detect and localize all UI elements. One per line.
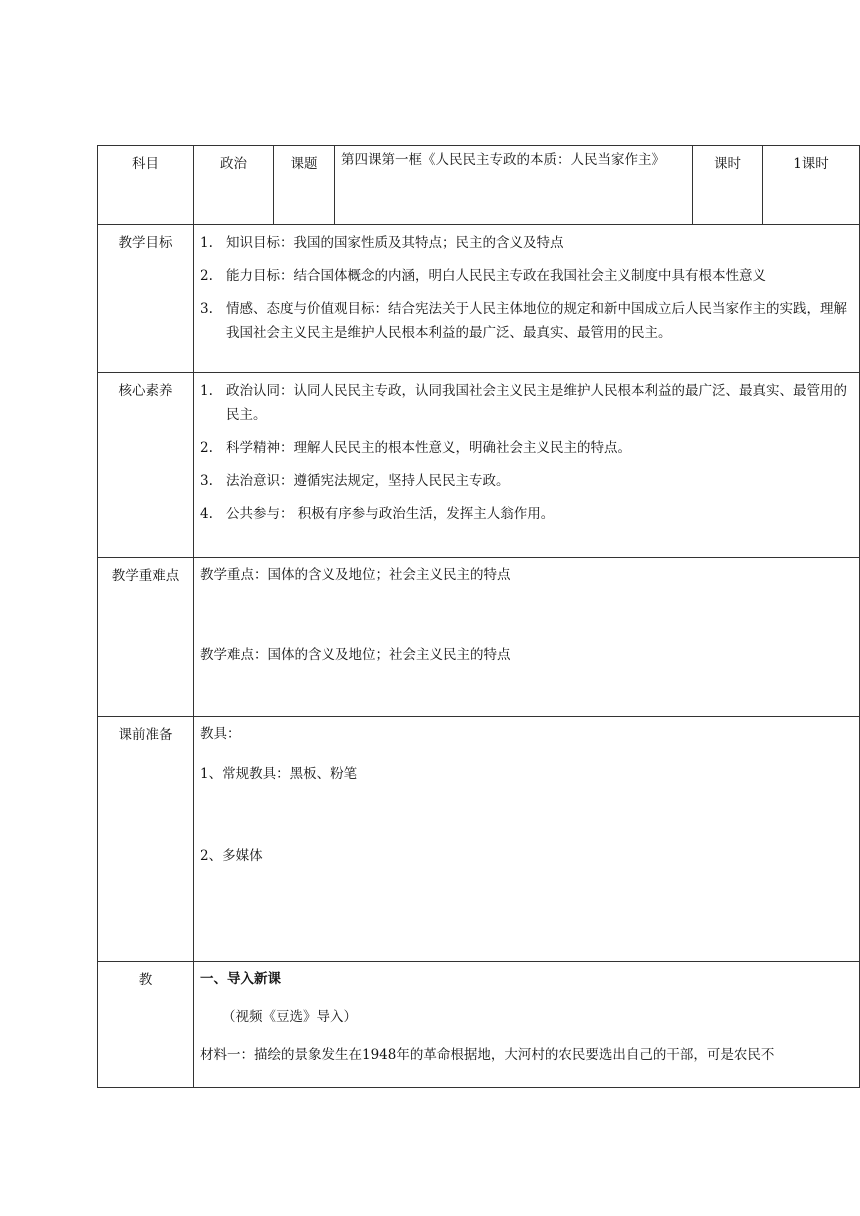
literacy-item [200, 502, 853, 526]
literacy-item [200, 469, 853, 493]
key-points-label: 教学重难点 [98, 558, 194, 717]
item-number: 2. [200, 440, 213, 456]
subject-label: 科目 [98, 146, 194, 225]
period-label: 课时 [693, 146, 763, 225]
preparation-content [194, 717, 860, 962]
goals-label: 教学目标 [98, 225, 194, 373]
key-points-content [194, 558, 860, 717]
item-text: 能力目标：结合国体概念的内涵，明白人民民主专政在我国社会主义制度中具有根本性意义 [226, 268, 766, 284]
item-number: 3. [200, 301, 213, 317]
subject-value: 政治 [194, 146, 274, 225]
teaching-focus: 教学重点：国体的含义及地位；社会主义民主的特点 [200, 567, 511, 583]
prep-multimedia: 2、多媒体 [200, 848, 263, 864]
goals-content [194, 225, 860, 373]
preparation-row [98, 717, 860, 962]
teaching-difficulty: 教学难点：国体的含义及地位；社会主义民主的特点 [200, 647, 511, 663]
process-row [98, 962, 860, 1088]
item-text: 政治认同：认同人民民主专政，认同我国社会主义民主是维护人民根本利益的最广泛、最真实、最管用的民主。 [226, 383, 847, 423]
period-value: 1课时 [763, 146, 860, 225]
goal-item [200, 297, 853, 345]
header-row [98, 146, 860, 225]
item-number: 1. [200, 235, 213, 251]
topic-label: 课题 [274, 146, 335, 225]
item-number: 1. [200, 383, 213, 399]
literacy-label: 核心素养 [98, 373, 194, 558]
section-heading: 一、导入新课 [200, 971, 281, 987]
goal-item [200, 231, 853, 255]
item-text: 知识目标：我国的国家性质及其特点；民主的含义及特点 [226, 235, 564, 251]
item-number: 4. [200, 506, 213, 522]
process-label: 教 [98, 962, 194, 1088]
item-number: 2. [200, 268, 213, 284]
key-points-row [98, 558, 860, 717]
literacy-item [200, 436, 853, 460]
literacy-row [98, 373, 860, 558]
prep-tools-heading: 教具： [200, 726, 241, 742]
item-text: 情感、态度与价值观目标：结合宪法关于人民主体地位的规定和新中国成立后人民当家作主的实践，理解我国社会主义民主是维护人民根本利益的最广泛、最真实、最管用的民主。 [226, 301, 847, 341]
section-subtitle: （视频《豆选》导入） [222, 1009, 357, 1025]
lesson-plan-table [97, 145, 860, 1088]
goal-item [200, 264, 853, 288]
literacy-item [200, 379, 853, 427]
goals-row [98, 225, 860, 373]
prep-regular-tools: 1、常规教具：黑板、粉笔 [200, 766, 358, 782]
material-text: 材料一：描绘的景象发生在1948年的革命根据地，大河村的农民要选出自己的干部，可是农民不 [200, 1047, 775, 1063]
topic-value: 第四课第一框《人民民主专政的本质：人民当家作主》 [335, 146, 693, 225]
literacy-content [194, 373, 860, 558]
item-text: 法治意识：遵循宪法规定，坚持人民民主专政。 [226, 473, 510, 489]
item-text: 科学精神：理解人民民主的根本性意义，明确社会主义民主的特点。 [226, 440, 631, 456]
item-text: 公共参与： 积极有序参与政治生活，发挥主人翁作用。 [226, 506, 555, 522]
process-content [194, 962, 860, 1088]
item-number: 3. [200, 473, 213, 489]
preparation-label: 课前准备 [98, 717, 194, 962]
